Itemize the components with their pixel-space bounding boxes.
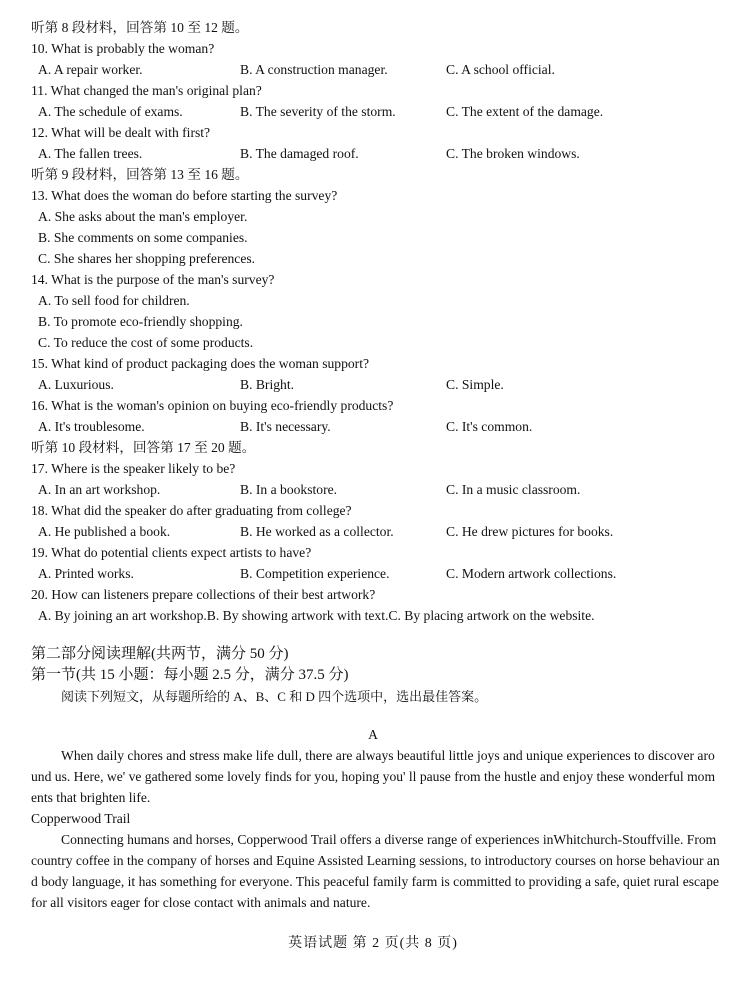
question: 15. What kind of product packaging does the woman support? <box>31 356 370 371</box>
option: C. She shares her shopping preferences. <box>38 251 256 266</box>
question: 10. What is probably the woman? <box>31 41 215 56</box>
option: B. It's necessary. <box>240 419 331 434</box>
option: C. In a music classroom. <box>446 482 581 497</box>
option: B. Bright. <box>240 377 295 392</box>
options-row <box>0 416 746 437</box>
option: A. It's troublesome. <box>38 419 145 434</box>
option: B. The damaged roof. <box>240 146 359 161</box>
option: C. The extent of the damage. <box>446 104 604 119</box>
option: B. She comments on some companies. <box>38 230 248 245</box>
option: C. The broken windows. <box>446 146 580 161</box>
question: 12. What will be dealt with first? <box>31 125 211 140</box>
option: A. Printed works. <box>38 566 134 581</box>
option: A. To sell food for children. <box>38 293 190 308</box>
options-row <box>0 521 746 542</box>
question: 18. What did the speaker do after graduating from college? <box>31 503 352 518</box>
listening-questions <box>0 17 746 626</box>
part2-heading: 第二部分阅读理解(共两节，满分 50 分) <box>31 646 289 662</box>
options-row <box>0 59 746 80</box>
options-row <box>0 101 746 122</box>
options-row <box>0 479 746 500</box>
option: C. A school official. <box>446 62 555 77</box>
options-row <box>0 143 746 164</box>
options-row <box>0 374 746 395</box>
question: 19. What do potential clients expect artists to have? <box>31 545 312 560</box>
option: A. She asks about the man's employer. <box>38 209 248 224</box>
question: 14. What is the purpose of the man's survey? <box>31 272 275 287</box>
section-instruction: 听第 9 段材料，回答第 13 至 16 题。 <box>31 167 249 182</box>
option: C. Modern artwork collections. <box>446 566 617 581</box>
option: B. He worked as a collector. <box>240 524 394 539</box>
option: A. In an art workshop. <box>38 482 161 497</box>
option: A. Luxurious. <box>38 377 114 392</box>
passage-label: A <box>368 727 378 742</box>
question: 16. What is the woman's opinion on buying eco-friendly products? <box>31 398 394 413</box>
question: 13. What does the woman do before starting the survey? <box>31 188 338 203</box>
option: A. The schedule of exams. <box>38 104 183 119</box>
option: A. A repair worker. <box>38 62 143 77</box>
option: A. He published a book. <box>38 524 171 539</box>
options-row <box>0 563 746 584</box>
item-title: Copperwood Trail <box>31 811 131 826</box>
section1-heading: 第一节(共 15 小题：每小题 2.5 分，满分 37.5 分) <box>31 667 349 683</box>
option: B. In a bookstore. <box>240 482 338 497</box>
option: C. He drew pictures for books. <box>446 524 614 539</box>
option: B. A construction manager. <box>240 62 388 77</box>
option: B. To promote eco-friendly shopping. <box>38 314 243 329</box>
option: A. By joining an art workshop.B. By showing artwork with text.C. By placing artwork on the website. <box>38 608 595 623</box>
option: C. Simple. <box>446 377 504 392</box>
option: B. The severity of the storm. <box>240 104 396 119</box>
question: 11. What changed the man's original plan? <box>31 83 262 98</box>
question: 20. How can listeners prepare collections of their best artwork? <box>31 587 376 602</box>
item-text: Connecting humans and horses, Copperwood Trail offers a diverse range of experiences inWhitchurch-Stouffville. From country coffee in the company of horses and Equine Assisted Learning sessions, to introductory courses on horse behaviour and body language, it has something for everyone. This peaceful family farm is committed to providing a safe, quiet rural escape for all visitors eager for close contact with animals and nature. <box>31 832 720 910</box>
exam-page <box>0 17 746 913</box>
page-footer: 英语试题 第 2 页(共 8 页) <box>288 936 458 951</box>
option: A. The fallen trees. <box>38 146 143 161</box>
passage-intro: When daily chores and stress make life dull, there are always beautiful little joys and unique experiences to discover around us. Here, we' ve gathered some lovely finds for you, hoping you' ll pause from the hustle and enjoy these wonderful moments that brighten life. <box>31 748 716 805</box>
option: C. To reduce the cost of some products. <box>38 335 254 350</box>
section-instruction: 听第 8 段材料，回答第 10 至 12 题。 <box>31 20 249 35</box>
option: C. It's common. <box>446 419 533 434</box>
question: 17. Where is the speaker likely to be? <box>31 461 236 476</box>
instruction: 阅读下列短文，从每题所给的 A、B、C 和 D 四个选项中，选出最佳答案。 <box>61 689 488 704</box>
section-instruction: 听第 10 段材料，回答第 17 至 20 题。 <box>31 440 256 455</box>
option: B. Competition experience. <box>240 566 390 581</box>
